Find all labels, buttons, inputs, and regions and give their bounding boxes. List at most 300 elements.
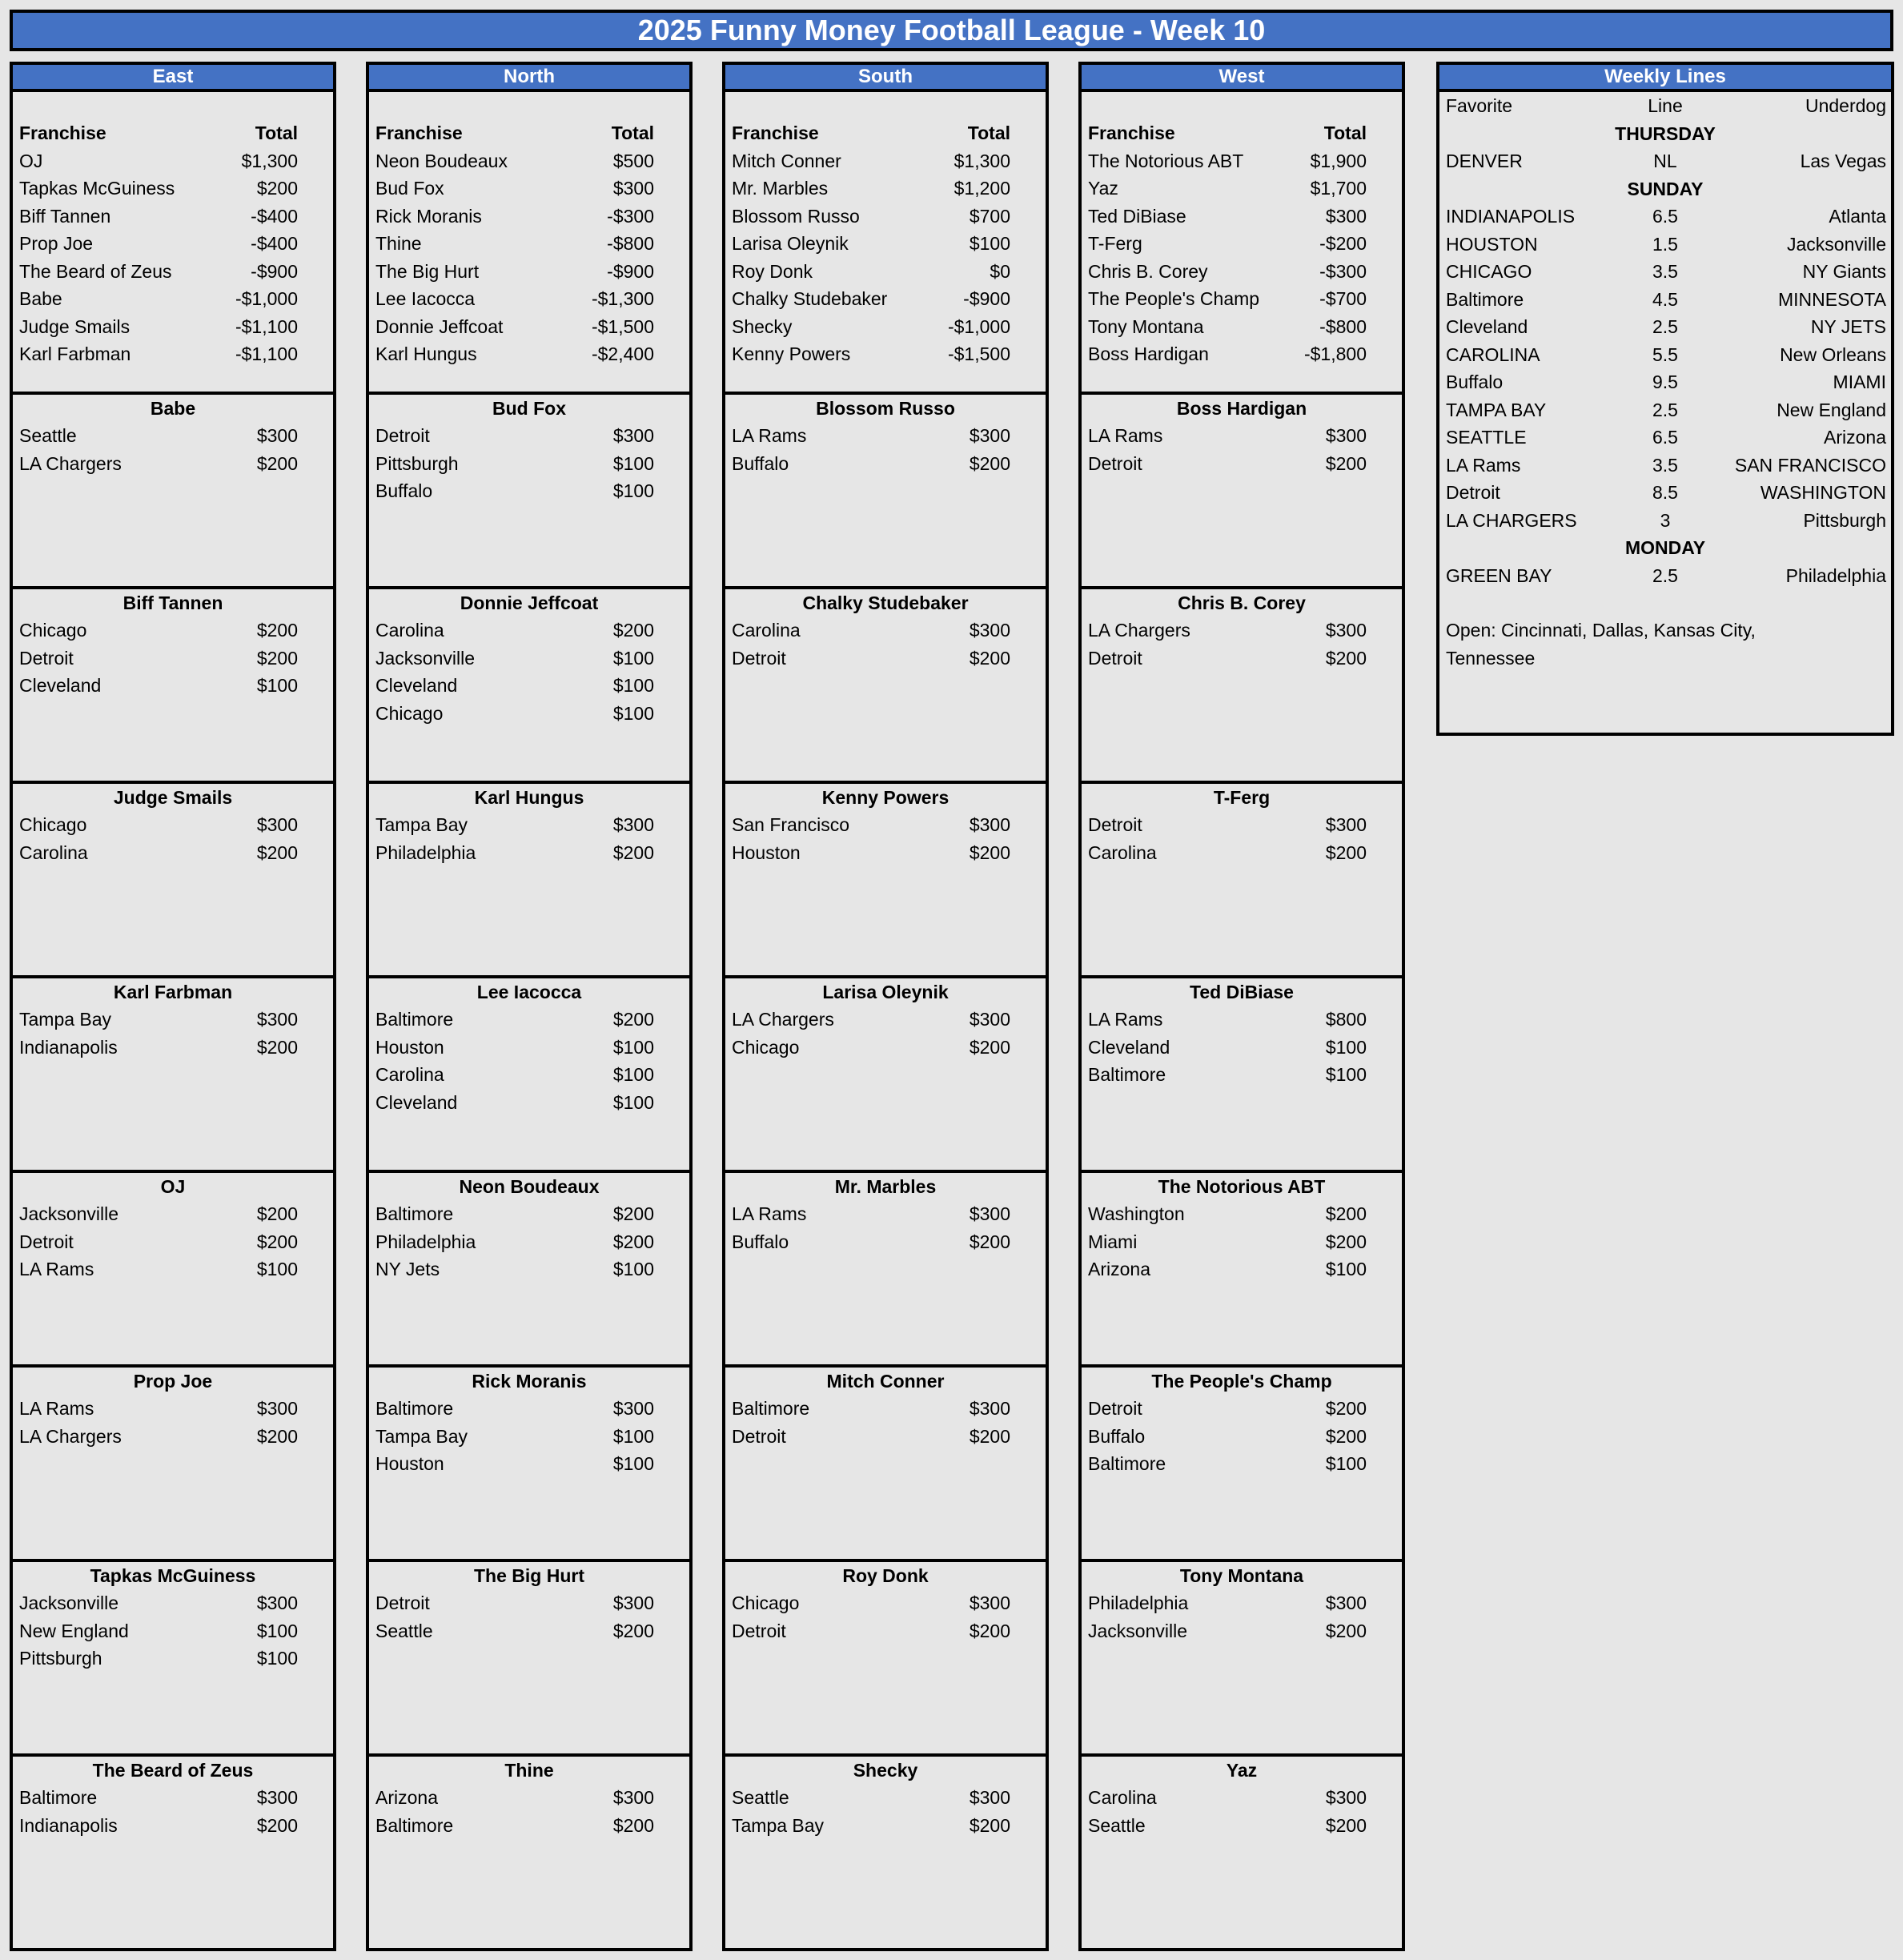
pick-team: LA Chargers — [732, 1009, 834, 1030]
line-row — [1443, 147, 1888, 175]
pick-team: Pittsburgh — [19, 1648, 102, 1669]
pick-team: Chicago — [375, 702, 444, 724]
franchise-title: Chris B. Corey — [1178, 592, 1306, 613]
pick-row — [16, 1784, 330, 1812]
division-column-north — [366, 62, 693, 1951]
standings-box — [722, 92, 1049, 395]
underdog-header: Underdog — [1805, 95, 1886, 116]
franchise-name: Blossom Russo — [732, 205, 860, 227]
pick-amount: $300 — [969, 814, 1010, 835]
pick-row — [729, 1423, 1042, 1451]
day-label: THURSDAY — [1615, 122, 1716, 144]
pick-row — [16, 1228, 330, 1256]
pick-amount: $100 — [612, 1259, 654, 1279]
pick-team: Seattle — [19, 425, 77, 446]
standings-row — [1085, 340, 1399, 368]
total-header: Total — [967, 122, 1010, 143]
pick-row — [372, 1061, 686, 1089]
pick-team: Detroit — [1088, 647, 1142, 669]
pick-row — [729, 645, 1042, 673]
franchise-total: -$2,400 — [591, 343, 654, 364]
division-header: South — [722, 62, 1049, 92]
pick-amount: $100 — [256, 1259, 298, 1279]
pick-row — [1085, 617, 1399, 645]
pick-row — [1085, 450, 1399, 478]
pick-row — [16, 617, 330, 645]
pick-team: Houston — [375, 1036, 444, 1058]
pick-team: Washington — [1088, 1203, 1185, 1224]
pick-row — [1085, 1228, 1399, 1256]
pick-row — [1085, 422, 1399, 450]
favorite-header: Favorite — [1446, 95, 1513, 116]
pick-row — [372, 617, 686, 645]
favorite-team: Buffalo — [1446, 372, 1504, 392]
pick-team: Jacksonville — [19, 1592, 118, 1613]
pick-team: LA Chargers — [1088, 620, 1190, 641]
standings-header-row — [372, 119, 686, 147]
division-header: East — [10, 62, 336, 92]
pick-amount: $100 — [612, 647, 654, 669]
pick-team: Cleveland — [19, 675, 102, 696]
pick-amount: $300 — [256, 1398, 298, 1419]
pick-amount: $200 — [1325, 1203, 1367, 1224]
pick-team: Jacksonville — [375, 647, 475, 669]
pick-amount: $200 — [612, 1203, 654, 1224]
pick-row — [729, 811, 1042, 839]
pick-amount: $200 — [1325, 841, 1367, 863]
favorite-team: LA CHARGERS — [1446, 509, 1577, 531]
franchise-name: Thine — [375, 233, 422, 254]
pick-row — [372, 1812, 686, 1840]
pick-team: Detroit — [732, 1425, 786, 1447]
pick-amount: $100 — [256, 1620, 298, 1641]
franchise-name: Ted DiBiase — [1088, 205, 1186, 227]
pick-row — [729, 1395, 1042, 1423]
underdog-team: NY Giants — [1802, 261, 1886, 282]
pick-row — [16, 1645, 330, 1673]
pick-amount: $200 — [969, 1231, 1010, 1252]
pick-amount: $300 — [612, 814, 654, 835]
pick-team: Carolina — [375, 1064, 444, 1085]
pick-team: Tampa Bay — [375, 1425, 468, 1447]
pick-amount: $200 — [969, 1036, 1010, 1058]
franchise-picks-box — [366, 1173, 693, 1368]
standings-row — [729, 175, 1042, 203]
pick-row — [16, 1617, 330, 1645]
franchise-title: Biff Tannen — [122, 592, 223, 613]
franchise-name: Babe — [19, 288, 62, 309]
pick-row — [372, 672, 686, 700]
franchise-title: The Big Hurt — [474, 1565, 584, 1586]
pick-row — [729, 1034, 1042, 1062]
pick-amount: $100 — [256, 675, 298, 696]
pick-amount: $300 — [612, 1787, 654, 1808]
franchise-title: Boss Hardigan — [1176, 398, 1307, 419]
pick-amount: $100 — [1325, 1453, 1367, 1474]
standings-row — [1085, 175, 1399, 203]
pick-row — [372, 1617, 686, 1645]
pick-amount: $300 — [1325, 814, 1367, 835]
pick-team: Detroit — [375, 1592, 430, 1613]
franchise-title: T-Ferg — [1213, 787, 1271, 808]
pick-team: Buffalo — [1088, 1425, 1146, 1447]
pick-team: Seattle — [732, 1787, 789, 1808]
franchise-total: -$1,500 — [591, 315, 654, 337]
line-row — [1443, 507, 1888, 535]
pick-team: Indianapolis — [19, 1814, 118, 1836]
pick-row — [1085, 1589, 1399, 1617]
pick-amount: $200 — [256, 620, 298, 641]
pick-team: Houston — [732, 841, 801, 863]
pick-row — [16, 1423, 330, 1451]
line-row — [1443, 424, 1888, 452]
lines-header-row — [1443, 92, 1888, 120]
pick-amount: $300 — [1325, 1787, 1367, 1808]
pick-amount: $100 — [612, 1091, 654, 1113]
franchise-name: Karl Hungus — [375, 343, 477, 364]
pick-row — [1085, 1812, 1399, 1840]
weekly-lines-panel — [1436, 62, 1894, 736]
franchise-name: Yaz — [1088, 178, 1118, 199]
pick-amount: $200 — [1325, 1425, 1367, 1447]
pick-team: LA Rams — [1088, 1009, 1163, 1030]
line-value: 4.5 — [1652, 288, 1678, 310]
standings-row — [16, 203, 330, 231]
pick-amount: $200 — [612, 1620, 654, 1641]
pick-row — [1085, 1006, 1399, 1034]
franchise-total: -$1,100 — [235, 343, 298, 364]
pick-amount: $200 — [612, 1231, 654, 1252]
page-title: 2025 Funny Money Football League - Week 10 — [10, 10, 1893, 51]
franchise-name: The People's Champ — [1088, 288, 1260, 309]
franchise-title: Yaz — [1226, 1760, 1258, 1781]
pick-amount: $100 — [612, 702, 654, 724]
pick-row — [1085, 1200, 1399, 1228]
pick-team: Cleveland — [375, 1091, 458, 1113]
line-value: 3.5 — [1652, 454, 1678, 476]
standings-row — [729, 340, 1042, 368]
franchise-title: Donnie Jeffcoat — [460, 592, 599, 613]
pick-row — [1085, 1423, 1399, 1451]
line-value: 9.5 — [1652, 372, 1678, 392]
franchise-total: -$1,100 — [235, 315, 298, 337]
line-header: Line — [1648, 95, 1683, 116]
franchise-title: The Notorious ABT — [1158, 1176, 1326, 1197]
pick-amount: $300 — [256, 814, 298, 835]
pick-row — [729, 1228, 1042, 1256]
pick-amount: $300 — [969, 425, 1010, 446]
franchise-total: $1,300 — [954, 150, 1010, 171]
pick-team: Arizona — [375, 1787, 438, 1808]
franchise-picks-box — [1078, 1757, 1405, 1951]
franchise-picks-box — [1078, 1173, 1405, 1368]
pick-amount: $300 — [969, 1592, 1010, 1613]
pick-amount: $300 — [256, 1009, 298, 1030]
pick-row — [372, 1784, 686, 1812]
franchise-title: Mr. Marbles — [834, 1176, 937, 1197]
pick-team: Tampa Bay — [19, 1009, 112, 1030]
pick-team: LA Rams — [732, 1203, 807, 1224]
standings-row — [1085, 147, 1399, 175]
pick-team: Carolina — [1088, 841, 1157, 863]
line-value: 5.5 — [1652, 343, 1678, 365]
pick-row — [372, 700, 686, 728]
franchise-picks-box — [1078, 978, 1405, 1173]
pick-row — [372, 422, 686, 450]
line-value: 1.5 — [1652, 233, 1678, 255]
pick-amount: $300 — [969, 1203, 1010, 1224]
standings-header-row — [16, 119, 330, 147]
pick-amount: $200 — [256, 1425, 298, 1447]
franchise-picks-box — [10, 1562, 336, 1757]
standings-row — [372, 147, 686, 175]
franchise-title: Karl Farbman — [113, 982, 233, 1002]
franchise-total: -$1,000 — [235, 288, 298, 309]
franchise-name: Neon Boudeaux — [375, 150, 508, 171]
line-value: 3.5 — [1652, 261, 1678, 282]
pick-row — [1085, 645, 1399, 673]
pick-team: Detroit — [1088, 452, 1142, 474]
franchise-title: Lee Iacocca — [476, 982, 582, 1002]
pick-team: LA Rams — [732, 425, 807, 446]
pick-amount: $300 — [969, 620, 1010, 641]
pick-row — [372, 1395, 686, 1423]
pick-team: Detroit — [19, 647, 74, 669]
standings-row — [372, 340, 686, 368]
weekly-lines-box — [1436, 92, 1894, 736]
division-header: West — [1078, 62, 1405, 92]
standings-row — [372, 313, 686, 341]
franchise-picks-box — [366, 395, 693, 589]
pick-row — [372, 477, 686, 505]
pick-amount: $300 — [612, 1592, 654, 1613]
franchise-title: Chalky Studebaker — [802, 592, 969, 613]
pick-team: Jacksonville — [19, 1203, 118, 1224]
pick-row — [372, 1089, 686, 1117]
pick-team: Detroit — [732, 647, 786, 669]
standings-row — [16, 313, 330, 341]
franchise-title: Neon Boudeaux — [459, 1176, 600, 1197]
franchise-name: Boss Hardigan — [1088, 343, 1209, 364]
franchise-total: -$300 — [607, 205, 654, 227]
pick-team: Buffalo — [375, 480, 433, 501]
open-teams-note: Open: Cincinnati, Dallas, Kansas City, Tennessee — [1446, 620, 1756, 669]
franchise-picks-box — [10, 784, 336, 978]
pick-row — [1085, 1255, 1399, 1283]
franchise-total: -$800 — [607, 233, 654, 254]
favorite-team: Baltimore — [1446, 288, 1524, 310]
standings-row — [1085, 203, 1399, 231]
standings-row — [729, 258, 1042, 286]
franchise-total: $0 — [990, 260, 1010, 282]
pick-amount: $300 — [1325, 1592, 1367, 1613]
pick-row — [729, 1784, 1042, 1812]
franchise-total: -$300 — [1319, 260, 1367, 282]
franchise-name: The Beard of Zeus — [19, 260, 172, 282]
franchise-total: $200 — [256, 178, 298, 199]
pick-amount: $300 — [969, 1787, 1010, 1808]
pick-amount: $200 — [256, 1203, 298, 1224]
standings-box — [1078, 92, 1405, 395]
franchise-total: -$1,500 — [947, 343, 1010, 364]
pick-amount: $100 — [612, 1064, 654, 1085]
standings-header-row — [1085, 119, 1399, 147]
division-column-west — [1078, 62, 1405, 1951]
day-label: MONDAY — [1624, 537, 1706, 558]
pick-team: Detroit — [1088, 1398, 1142, 1419]
pick-amount: $300 — [969, 1009, 1010, 1030]
pick-amount: $300 — [256, 1592, 298, 1613]
pick-team: Baltimore — [375, 1203, 454, 1224]
pick-row — [16, 672, 330, 700]
pick-amount: $100 — [256, 1648, 298, 1669]
pick-amount: $800 — [1325, 1009, 1367, 1030]
standings-row — [16, 230, 330, 258]
franchise-name: Mr. Marbles — [732, 178, 829, 199]
franchise-title: The People's Champ — [1151, 1371, 1332, 1392]
day-label: SUNDAY — [1627, 178, 1704, 199]
favorite-team: TAMPA BAY — [1446, 399, 1547, 420]
franchise-name: Mitch Conner — [732, 150, 841, 171]
pick-row — [1085, 1784, 1399, 1812]
franchise-name: The Notorious ABT — [1088, 150, 1244, 171]
pick-team: Houston — [375, 1453, 444, 1474]
franchise-name: Prop Joe — [19, 233, 94, 254]
standings-row — [1085, 258, 1399, 286]
franchise-title: Babe — [150, 398, 196, 419]
pick-row — [1085, 1617, 1399, 1645]
pick-row — [1085, 839, 1399, 867]
underdog-team: Arizona — [1824, 427, 1886, 448]
franchise-name: The Big Hurt — [375, 260, 480, 282]
pick-amount: $100 — [1325, 1064, 1367, 1085]
franchise-total: $1,200 — [954, 178, 1010, 199]
pick-team: Philadelphia — [375, 1231, 476, 1252]
franchise-title: Prop Joe — [133, 1371, 213, 1392]
franchise-total: -$800 — [1319, 315, 1367, 337]
underdog-team: Atlanta — [1829, 206, 1886, 227]
standings-row — [16, 285, 330, 313]
franchise-title: Mitch Conner — [826, 1371, 945, 1392]
pick-row — [16, 645, 330, 673]
standings-box — [10, 92, 336, 395]
franchise-name: Lee Iacocca — [375, 288, 476, 309]
favorite-team: INDIANAPOLIS — [1446, 206, 1576, 227]
franchise-header: Franchise — [19, 122, 106, 143]
franchise-title: Thine — [504, 1760, 554, 1781]
line-row — [1443, 368, 1888, 396]
franchise-picks-box — [1078, 1368, 1405, 1562]
pick-amount: $200 — [1325, 1620, 1367, 1641]
franchise-name: Kenny Powers — [732, 343, 851, 364]
franchise-title: Bud Fox — [492, 398, 566, 419]
pick-row — [372, 1450, 686, 1478]
pick-row — [729, 1006, 1042, 1034]
pick-team: Cleveland — [1088, 1036, 1170, 1058]
pick-row — [372, 1423, 686, 1451]
underdog-team: MIAMI — [1833, 372, 1886, 392]
line-value: 2.5 — [1652, 564, 1678, 586]
pick-team: Baltimore — [1088, 1064, 1166, 1085]
line-row — [1443, 203, 1888, 231]
pick-row — [729, 450, 1042, 478]
pick-team: Baltimore — [19, 1787, 98, 1808]
franchise-header: Franchise — [732, 122, 819, 143]
franchise-header: Franchise — [375, 122, 463, 143]
franchise-name: T-Ferg — [1088, 233, 1142, 254]
weekly-lines-header: Weekly Lines — [1436, 62, 1894, 92]
pick-row — [16, 811, 330, 839]
franchise-title: Ted DiBiase — [1190, 982, 1294, 1002]
franchise-name: Donnie Jeffcoat — [375, 315, 504, 337]
favorite-team: GREEN BAY — [1446, 564, 1552, 586]
line-row — [1443, 341, 1888, 369]
franchise-total: $1,300 — [241, 150, 298, 171]
pick-row — [372, 1255, 686, 1283]
standings-row — [16, 258, 330, 286]
pick-row — [372, 839, 686, 867]
standings-row — [729, 203, 1042, 231]
pick-amount: $200 — [612, 1814, 654, 1836]
pick-row — [16, 1255, 330, 1283]
pick-amount: $300 — [612, 425, 654, 446]
pick-team: Carolina — [732, 620, 801, 641]
franchise-name: Larisa Oleynik — [732, 233, 849, 254]
favorite-team: Detroit — [1446, 482, 1500, 503]
line-value: 3 — [1660, 509, 1671, 531]
pick-team: Buffalo — [732, 452, 789, 474]
standings-row — [729, 285, 1042, 313]
franchise-picks-box — [366, 978, 693, 1173]
franchise-picks-box — [10, 395, 336, 589]
standings-row — [372, 258, 686, 286]
favorite-team: Cleveland — [1446, 316, 1528, 337]
franchise-total: $300 — [1325, 205, 1367, 227]
franchise-name: Tapkas McGuiness — [19, 178, 175, 199]
favorite-team: CAROLINA — [1446, 343, 1540, 365]
pick-row — [729, 1617, 1042, 1645]
pick-row — [16, 839, 330, 867]
franchise-title: Rick Moranis — [472, 1371, 587, 1392]
standings-box — [366, 92, 693, 395]
pick-amount: $100 — [1325, 1259, 1367, 1279]
total-header: Total — [1323, 122, 1367, 143]
franchise-name: OJ — [19, 150, 43, 171]
pick-team: LA Rams — [19, 1398, 94, 1419]
favorite-team: LA Rams — [1446, 454, 1521, 476]
line-row — [1443, 562, 1888, 590]
franchise-total: -$900 — [963, 288, 1010, 309]
division-header: North — [366, 62, 693, 92]
pick-team: Cleveland — [375, 675, 458, 696]
pick-amount: $200 — [969, 452, 1010, 474]
line-value: 8.5 — [1652, 482, 1678, 503]
underdog-team: New Orleans — [1780, 343, 1886, 365]
franchise-name: Tony Montana — [1088, 315, 1204, 337]
pick-amount: $200 — [1325, 1814, 1367, 1836]
line-value: 2.5 — [1652, 399, 1678, 420]
franchise-title: Kenny Powers — [821, 787, 949, 808]
pick-team: San Francisco — [732, 814, 850, 835]
pick-row — [729, 839, 1042, 867]
pick-amount: $200 — [256, 647, 298, 669]
pick-amount: $200 — [969, 841, 1010, 863]
line-row — [1443, 479, 1888, 507]
franchise-title: Shecky — [853, 1760, 918, 1781]
pick-row — [372, 811, 686, 839]
franchise-total: $100 — [969, 233, 1010, 254]
pick-team: Philadelphia — [375, 841, 476, 863]
